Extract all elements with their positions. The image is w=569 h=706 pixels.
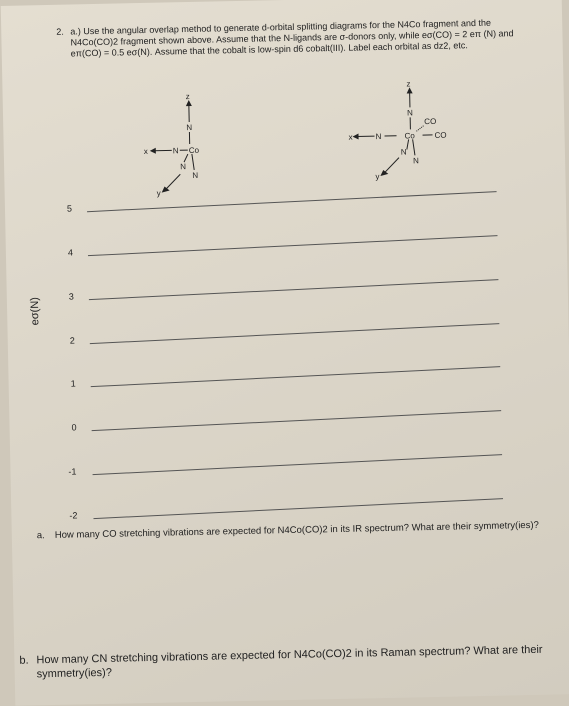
question-b-letter: b.	[19, 654, 28, 668]
question-2-text: a.) Use the angular overlap method to generate d-orbital splitting diagrams for the N4Co fragment and the N4Co(CO)2 fragment shown above. Assume that the N-ligands are σ-donors only, while eσ(CO) = 2 eπ (N) and eπ(CO) = 0.5 eσ(N). Assume that the cobalt is low-spin d6 cobalt(III). Label each orbital as dz2, etc.	[70, 17, 527, 60]
nitrogen-left: N	[173, 146, 179, 155]
question-b-text: How many CN stretching vibrations are expected for N4Co(CO)2 in its Raman spectrum? What are their symmetry(ies)?	[36, 642, 569, 681]
question-number: 2.	[56, 27, 64, 38]
worksheet-page	[1, 0, 569, 706]
question-a	[37, 520, 547, 543]
y-tick-label: 4	[68, 247, 73, 257]
x-axis-label: x	[144, 147, 148, 156]
energy-level-line	[90, 323, 500, 344]
question-a-text: How many CO stretching vibrations are expected for N4Co(CO)2 in its IR spectrum? What are their symmetry(ies)?	[55, 520, 547, 542]
carbonyl-upper: CO	[424, 117, 436, 126]
question-2	[56, 17, 527, 60]
y-tick-label: 1	[71, 379, 76, 389]
y-tick-label: 5	[67, 204, 72, 214]
y-axis-label: y	[375, 172, 379, 181]
nitrogen-bottom: N	[413, 156, 419, 165]
x-axis-label: x	[348, 133, 352, 142]
energy-level-line	[91, 367, 501, 388]
z-axis-label: z	[186, 92, 190, 101]
energy-level-line	[93, 454, 503, 475]
energy-axis-label: eσ(N)	[29, 297, 42, 325]
nitrogen-bottom: N	[192, 171, 198, 180]
nitrogen-front: N	[401, 147, 407, 156]
nitrogen-top: N	[186, 123, 192, 132]
cobalt-label: Co	[404, 131, 414, 140]
y-axis-label: y	[157, 189, 161, 198]
cobalt-label: Co	[189, 146, 199, 155]
nitrogen-top: N	[407, 108, 413, 117]
energy-level-line	[89, 279, 499, 300]
question-b	[19, 642, 569, 682]
energy-level-line	[93, 498, 503, 519]
y-tick-label: 2	[70, 335, 75, 345]
z-axis-label: z	[406, 79, 410, 88]
carbonyl-right: CO	[434, 131, 446, 140]
nitrogen-left: N	[375, 132, 381, 141]
y-tick-label: -2	[69, 510, 77, 520]
molecule-n4co	[143, 91, 235, 203]
y-tick-label: -1	[68, 467, 76, 477]
energy-level-line	[88, 235, 498, 256]
y-tick-label: 0	[71, 423, 76, 433]
molecule-n4co-co2	[347, 78, 469, 190]
energy-level-line	[92, 410, 502, 431]
question-a-letter: a.	[37, 530, 45, 542]
y-tick-label: 3	[69, 291, 74, 301]
nitrogen-front: N	[180, 162, 186, 171]
energy-axis	[1, 0, 562, 6]
